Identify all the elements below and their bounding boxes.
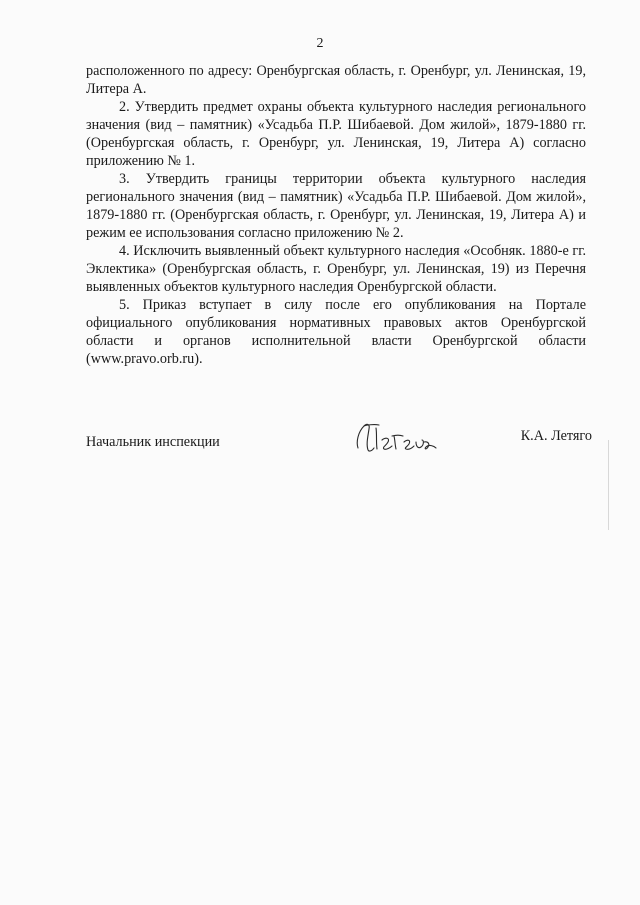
paragraph-item-4: 4. Исключить выявленный объект культурного наследия «Особняк. 1880-е гг. Эклектика» (Оренбургская область, г. Оренбург, ул. Ленинская, 19) из Перечня выявленных объектов культурного наследия Оренбургской области.: [86, 243, 586, 295]
paragraph-item-3: 3. Утвердить границы территории объекта культурного наследия регионального значения (вид – памятник) «Усадьба П.Р. Шибаевой. Дом жилой», 1879-1880 гг. (Оренбургская область, г. Оренбург, ул. Ленинская, 19, Литера А) и режим ее использования согласно приложению № 2.: [86, 171, 586, 241]
paragraph-item-5: 5. Приказ вступает в силу после его опубликования на Портале официального опубликования нормативных правовых актов Оренбургской области и органов исполнительной власти Оренбургской области (www.pravo.orb.ru).: [86, 297, 586, 367]
page-number: 2: [316, 36, 324, 51]
scan-margin-mark: [608, 440, 609, 530]
paragraph-item-2: 2. Утвердить предмет охраны объекта культурного наследия регионального значения (вид – памятник) «Усадьба П.Р. Шибаевой. Дом жилой», 1879-1880 гг. (Оренбургская область, г. Оренбург, ул. Ленинская, 19, Литера А) согласно приложению № 1.: [86, 99, 586, 169]
handwritten-signature: [352, 420, 444, 460]
signer-title: Начальник инспекции: [86, 434, 220, 450]
paragraph-address: расположенного по адресу: Оренбургская область, г. Оренбург, ул. Ленинская, 19, Литера А.: [86, 63, 586, 97]
document-body: [86, 62, 586, 368]
signature-block: [86, 420, 592, 470]
signer-name: К.А. Летяго: [520, 428, 592, 444]
